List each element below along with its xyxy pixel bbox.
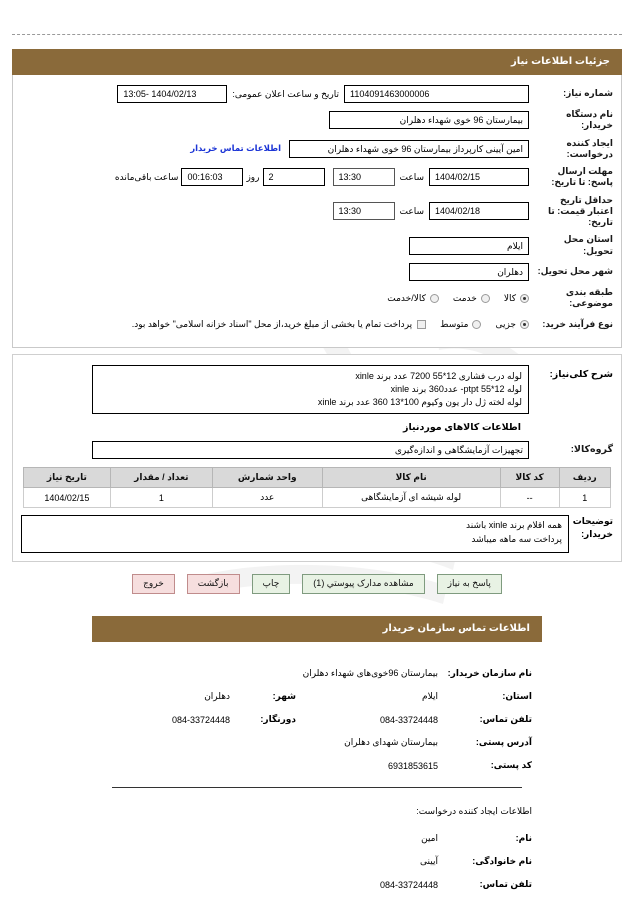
contact-city-value: دهلران: [204, 691, 230, 702]
category-option-0[interactable]: [504, 293, 529, 304]
treasury-checkbox-label: پرداخت تمام یا بخشی از مبلغ خرید،از محل "اسناد خزانه اسلامی" خواهد بود.: [131, 318, 413, 329]
creator-first-name-label: نام:: [515, 833, 532, 844]
action-button-2[interactable]: چاپ: [252, 574, 291, 594]
action-button-4[interactable]: خروج: [132, 574, 175, 594]
category-option-label: کالا: [503, 292, 516, 303]
contact-phone-label: تلفن تماس:: [479, 714, 532, 725]
goods-group-label: گروه‌کالا:: [570, 444, 613, 456]
process-option-label: جزیی: [495, 318, 516, 329]
row-summary: [21, 365, 613, 414]
creator-row-phone: [12, 879, 622, 890]
contact-province-label: استان:: [502, 691, 532, 702]
contact-row-phone: [12, 714, 622, 725]
radio-icon[interactable]: [481, 294, 490, 303]
creator-first-name-value: امین: [421, 833, 438, 844]
row-need-number: [21, 85, 613, 103]
announce-datetime-value: 1404/02/13 -13:05: [117, 85, 227, 103]
contact-address-value: بیمارستان شهدای دهلران: [344, 737, 438, 748]
action-button-1[interactable]: مشاهده مدارک پیوستي (1): [302, 574, 424, 594]
creator-row-last-name: [12, 856, 622, 867]
goods-column-header: ردیف: [559, 468, 610, 488]
category-option-1[interactable]: [453, 293, 490, 304]
action-button-3[interactable]: بازگشت: [187, 574, 240, 594]
deadline-days-value: 2: [263, 168, 325, 186]
goods-panel: [12, 354, 622, 562]
category-option-label: خدمت: [452, 292, 477, 303]
buyer-org-value: بیمارستان 96 خوی شهداء دهلران: [329, 111, 529, 129]
validity-label: حداقل تاریخ اعتبار قیمت: تا تاریخ:: [547, 194, 613, 227]
contact-address-label: آدرس پستی:: [475, 737, 532, 748]
deadline-time-value: 13:30: [333, 168, 395, 186]
city-value: دهلران: [409, 263, 529, 281]
creator-row-first-name: [12, 833, 622, 844]
contact-divider: [112, 787, 522, 788]
table-cell: 1404/02/15: [24, 488, 111, 508]
buyer-note-line: پرداخت سه ماهه میباشد: [471, 533, 562, 544]
creator-phone-label: تلفن تماس:: [479, 879, 532, 890]
contact-row-location: [12, 691, 622, 702]
creator-value: امین آیینی کارپرداز بیمارستان 96 خوی شهداء دهلران: [289, 140, 529, 158]
category-option-label: کالا/خدمت: [387, 292, 426, 303]
process-option-1[interactable]: [440, 319, 481, 330]
goods-column-header: تعداد / مقدار: [110, 468, 212, 488]
goods-column-header: واحد شمارش: [213, 468, 323, 488]
row-buyer-org: [21, 109, 613, 132]
goods-table-wrap: [23, 467, 611, 508]
contact-postcode-value: 6931853615: [387, 760, 438, 771]
action-button-row: [12, 574, 622, 594]
radio-icon[interactable]: [472, 320, 481, 329]
contact-row-address: [12, 737, 622, 748]
treasury-checkbox[interactable]: [417, 320, 426, 329]
contact-city-label: شهر:: [272, 691, 296, 702]
contact-org-value: بیمارستان 96خوی‌های شهداء دهلران: [302, 668, 438, 679]
table-cell: عدد: [213, 488, 323, 508]
validity-date-value: 1404/02/18: [429, 202, 529, 220]
table-cell: --: [500, 488, 559, 508]
buyer-contact-panel: [12, 642, 622, 890]
need-number-label: شماره نیاز:: [563, 88, 613, 99]
radio-icon[interactable]: [520, 320, 529, 329]
buyer-notes-textbox: [21, 515, 569, 553]
process-option-0[interactable]: [495, 319, 529, 330]
row-city: [21, 263, 613, 281]
summary-textbox: [92, 365, 529, 414]
deadline-days-unit: روز: [246, 171, 260, 182]
row-creator: [21, 138, 613, 161]
goods-column-header: تاریخ نیاز: [24, 468, 111, 488]
category-option-2[interactable]: [387, 293, 439, 304]
contact-phone-value: 084-33724448: [379, 714, 438, 725]
summary-line: لوله لخته ژل دار یون وکیوم 100*13 360 عدد برند xinle: [317, 397, 522, 408]
table-cell: 1: [110, 488, 212, 508]
need-number-value: 1104091463000006: [344, 85, 529, 103]
countdown-unit-label: ساعت باقی‌مانده: [114, 171, 179, 182]
province-label: استان محل تحویل:: [563, 234, 613, 256]
row-province: [21, 234, 613, 257]
category-radio-group[interactable]: [373, 293, 529, 304]
deadline-hour-label: ساعت: [399, 171, 424, 182]
contact-fax-value: 084-33724448: [171, 714, 230, 725]
summary-line: لوله درب فشاری 12*55 7200 عدد برند xinle: [355, 371, 522, 382]
buyer-contact-link[interactable]: اطلاعات تماس خریدار: [190, 143, 281, 154]
creator-section-heading: اطلاعات ایجاد کننده درخواست:: [416, 806, 532, 817]
summary-line: لوله 12*55 ptpt- عدد360 برند xinle: [390, 384, 522, 395]
creator-last-name-label: نام خانوادگی:: [472, 856, 532, 867]
row-process: [21, 315, 613, 333]
row-category: [21, 287, 613, 310]
table-row: [24, 488, 611, 508]
buyer-org-label: نام دستگاه خریدار:: [566, 109, 613, 131]
goods-group-value: تجهیزات آزمایشگاهی و اندازه‌گیری: [92, 441, 529, 459]
process-radio-group[interactable]: [426, 319, 529, 330]
need-details-panel: [12, 75, 622, 348]
creator-last-name-value: آیینی: [420, 856, 438, 867]
process-label: نوع فرآیند خرید:: [542, 318, 613, 329]
radio-icon[interactable]: [520, 294, 529, 303]
row-buyer-notes: [21, 515, 613, 553]
row-price-validity: [21, 195, 613, 229]
goods-table: [23, 467, 611, 508]
buyer-notes-label: توضیحات خریدار:: [572, 516, 613, 539]
buyer-contact-header: اطلاعات تماس سازمان خریدار: [92, 616, 542, 642]
contact-postcode-label: کد پستی:: [490, 760, 532, 771]
validity-hour-label: ساعت: [399, 205, 424, 216]
contact-province-value: ایلام: [422, 691, 438, 702]
city-label: شهر محل تحویل:: [537, 266, 613, 277]
process-option-label: متوسط: [440, 318, 469, 329]
contact-row-postcode: [12, 760, 622, 771]
goods-section-label: اطلاعات کالاهای موردنیاز: [403, 422, 521, 434]
contact-row-org: [12, 668, 622, 679]
summary-label: شرح کلی‌نیاز:: [549, 369, 613, 381]
validity-time-value: 13:30: [333, 202, 395, 220]
deadline-date-value: 1404/02/15: [429, 168, 529, 186]
province-value: ایلام: [409, 237, 529, 255]
creator-label: ایجاد کننده درخواست:: [566, 137, 613, 159]
top-divider: [12, 34, 622, 35]
countdown-value: 00:16:03: [181, 168, 243, 186]
category-label: طبقه بندی موضوعی:: [565, 286, 613, 308]
goods-column-header: کد کالا: [500, 468, 559, 488]
table-cell: 1: [559, 488, 610, 508]
table-cell: لوله شیشه ای آزمایشگاهی: [322, 488, 500, 508]
goods-table-header-row: [24, 468, 611, 488]
buyer-note-line: همه اقلام برند xinle باشند: [466, 520, 562, 531]
announce-label: تاریخ و ساعت اعلان عمومی:: [232, 88, 339, 99]
deadline-label: مهلت ارسال پاسخ: تا تاریخ:: [551, 166, 613, 188]
contact-org-label: نام سازمان خریدار:: [447, 668, 532, 679]
creator-phone-value: 084-33724448: [379, 879, 438, 890]
row-deadline: [21, 166, 613, 189]
action-button-0[interactable]: پاسخ به نیاز: [437, 574, 502, 594]
need-details-header: جزئیات اطلاعات نیاز: [12, 49, 622, 75]
row-goods-group: [21, 441, 613, 459]
goods-column-header: نام کالا: [322, 468, 500, 488]
goods-table-body: [24, 488, 611, 508]
contact-fax-label: دورنگار:: [260, 714, 296, 725]
page-root: [0, 34, 634, 890]
radio-icon[interactable]: [430, 294, 439, 303]
